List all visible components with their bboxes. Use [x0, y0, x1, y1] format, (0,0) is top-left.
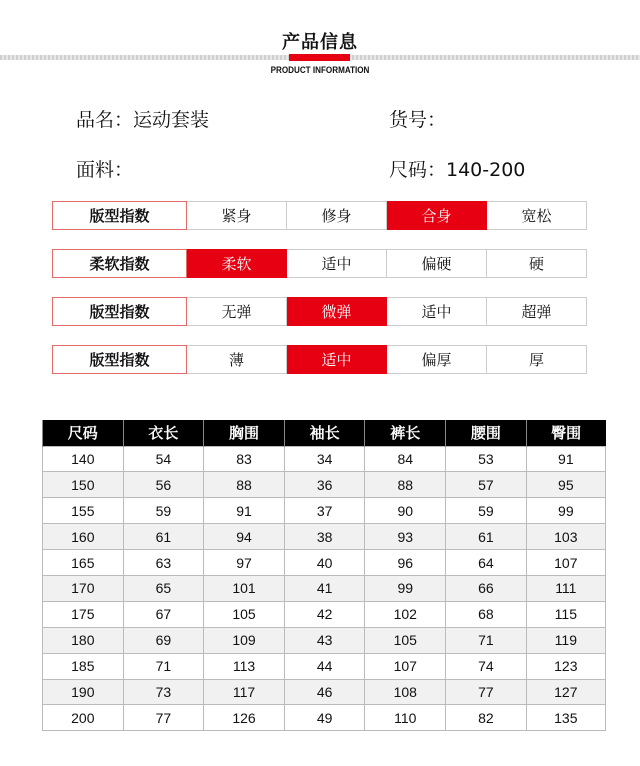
table-cell: 200 [43, 705, 124, 731]
table-cell: 84 [365, 446, 446, 472]
table-cell: 109 [204, 627, 285, 653]
table-cell: 56 [123, 472, 204, 498]
table-cell: 94 [204, 524, 285, 550]
title-accent-bar [289, 54, 350, 61]
table-row [43, 575, 606, 601]
table-row [43, 472, 606, 498]
table-cell: 65 [123, 575, 204, 601]
table-cell: 155 [43, 498, 124, 524]
table-cell: 126 [204, 705, 285, 731]
table-cell: 77 [446, 679, 527, 705]
table-cell: 63 [123, 550, 204, 576]
table-cell: 97 [204, 550, 285, 576]
table-cell: 82 [446, 705, 527, 731]
column-header: 袖长 [284, 420, 365, 446]
table-row [43, 679, 606, 705]
table-cell: 61 [123, 524, 204, 550]
table-cell: 88 [365, 472, 446, 498]
table-cell: 71 [446, 627, 527, 653]
table-cell: 74 [446, 653, 527, 679]
table-cell: 180 [43, 627, 124, 653]
index-label: 版型指数 [52, 297, 187, 326]
table-cell: 113 [204, 653, 285, 679]
table-cell: 107 [365, 653, 446, 679]
table-cell: 37 [284, 498, 365, 524]
index-option: 适中 [287, 345, 387, 374]
index-row [52, 249, 587, 278]
table-cell: 96 [365, 550, 446, 576]
index-row [52, 345, 587, 374]
size-range: 尺码：140-200 [389, 159, 526, 181]
index-option: 无弹 [187, 297, 287, 326]
table-cell: 53 [446, 446, 527, 472]
index-option: 修身 [287, 201, 387, 230]
table-cell: 67 [123, 601, 204, 627]
table-row [43, 524, 606, 550]
table-cell: 111 [526, 575, 605, 601]
table-cell: 91 [204, 498, 285, 524]
table-cell: 175 [43, 601, 124, 627]
table-cell: 68 [446, 601, 527, 627]
table-cell: 115 [526, 601, 605, 627]
table-cell: 44 [284, 653, 365, 679]
item-number: 货号： [389, 109, 447, 131]
section-subtitle: PRODUCT INFORMATION [270, 65, 370, 75]
index-option: 宽松 [487, 201, 587, 230]
index-option: 超弹 [487, 297, 587, 326]
index-row [52, 297, 587, 326]
column-header: 臀围 [526, 420, 605, 446]
table-cell: 99 [365, 575, 446, 601]
table-cell: 90 [365, 498, 446, 524]
index-option: 适中 [387, 297, 487, 326]
table-cell: 64 [446, 550, 527, 576]
table-cell: 150 [43, 472, 124, 498]
table-cell: 170 [43, 575, 124, 601]
table-cell: 71 [123, 653, 204, 679]
table-cell: 102 [365, 601, 446, 627]
table-cell: 110 [365, 705, 446, 731]
table-cell: 77 [123, 705, 204, 731]
table-cell: 88 [204, 472, 285, 498]
index-option: 柔软 [187, 249, 287, 278]
table-cell: 107 [526, 550, 605, 576]
table-cell: 165 [43, 550, 124, 576]
table-cell: 117 [204, 679, 285, 705]
table-cell: 127 [526, 679, 605, 705]
column-header: 裤长 [365, 420, 446, 446]
table-cell: 190 [43, 679, 124, 705]
table-cell: 59 [123, 498, 204, 524]
table-row [43, 498, 606, 524]
table-cell: 83 [204, 446, 285, 472]
table-cell: 46 [284, 679, 365, 705]
table-cell: 105 [204, 601, 285, 627]
index-label: 柔软指数 [52, 249, 187, 278]
table-row [43, 653, 606, 679]
table-cell: 99 [526, 498, 605, 524]
fabric: 面料： [76, 159, 134, 181]
index-option: 合身 [387, 201, 487, 230]
table-cell: 69 [123, 627, 204, 653]
index-option: 偏硬 [387, 249, 487, 278]
table-cell: 43 [284, 627, 365, 653]
table-cell: 140 [43, 446, 124, 472]
table-cell: 93 [365, 524, 446, 550]
product-name: 品名：运动套装 [76, 109, 210, 131]
table-cell: 41 [284, 575, 365, 601]
table-cell: 38 [284, 524, 365, 550]
table-cell: 185 [43, 653, 124, 679]
index-option: 硬 [487, 249, 587, 278]
table-cell: 91 [526, 446, 605, 472]
index-row [52, 201, 587, 230]
table-cell: 61 [446, 524, 527, 550]
size-table [42, 420, 606, 731]
table-cell: 95 [526, 472, 605, 498]
table-cell: 42 [284, 601, 365, 627]
index-option: 偏厚 [387, 345, 487, 374]
table-cell: 105 [365, 627, 446, 653]
table-cell: 160 [43, 524, 124, 550]
table-cell: 73 [123, 679, 204, 705]
table-row [43, 550, 606, 576]
table-cell: 135 [526, 705, 605, 731]
index-option: 微弹 [287, 297, 387, 326]
index-label: 版型指数 [52, 345, 187, 374]
table-cell: 108 [365, 679, 446, 705]
table-cell: 54 [123, 446, 204, 472]
table-row [43, 446, 606, 472]
table-cell: 49 [284, 705, 365, 731]
table-cell: 66 [446, 575, 527, 601]
table-row [43, 627, 606, 653]
table-cell: 59 [446, 498, 527, 524]
column-header: 腰围 [446, 420, 527, 446]
table-cell: 36 [284, 472, 365, 498]
table-row [43, 705, 606, 731]
table-cell: 101 [204, 575, 285, 601]
index-option: 厚 [487, 345, 587, 374]
table-cell: 119 [526, 627, 605, 653]
table-cell: 40 [284, 550, 365, 576]
table-cell: 57 [446, 472, 527, 498]
table-cell: 103 [526, 524, 605, 550]
table-row [43, 601, 606, 627]
table-cell: 123 [526, 653, 605, 679]
index-option: 薄 [187, 345, 287, 374]
section-title: 产品信息 [282, 32, 358, 53]
index-option: 适中 [287, 249, 387, 278]
column-header: 胸围 [204, 420, 285, 446]
table-cell: 34 [284, 446, 365, 472]
index-label: 版型指数 [52, 201, 187, 230]
column-header: 尺码 [43, 420, 124, 446]
index-option: 紧身 [187, 201, 287, 230]
column-header: 衣长 [123, 420, 204, 446]
